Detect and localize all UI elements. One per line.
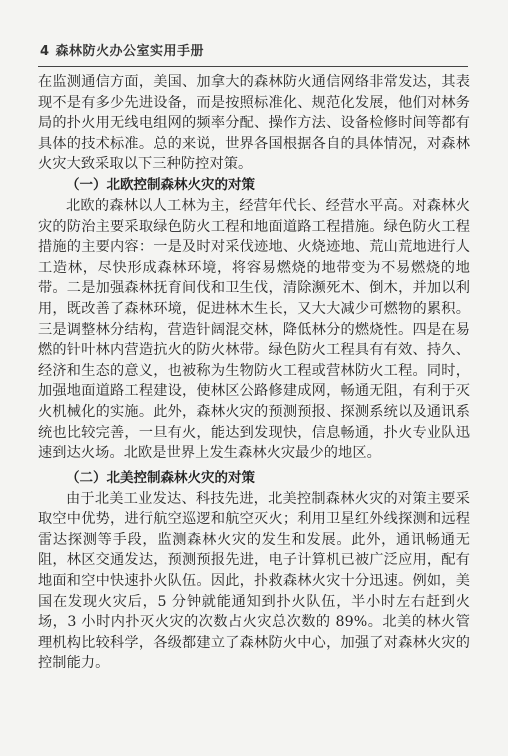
- intro-paragraph: 在监测通信方面，美国、加拿大的森林防火通信网络非常发达，其表现不是有多少先进设备，而是按照标准化、规范化发展，他们对林务局的扑火用无线电组网的频率分配、操作方法、设备检修时间等都有具体的技术标准。总的来说，世界各国根据各自的具体情况，对森林火灾大致采取以下三种防控对策。: [38, 74, 470, 173]
- section-heading-north-america: （二）北美控制森林火灾的对策: [66, 469, 255, 486]
- section-paragraph-northern-europe: 北欧的森林以人工林为主，经营年代长、经营水平高。对森林火灾的防治主要采取绿色防火工程和地面道路工程措施。绿色防火工程措施的主要内容：一是及时对采伐迹地、火烧迹地、荒山荒地进行人工造林，尽快形成森林环境，将容易燃烧的地带变为不易燃烧的地带。二是加强森林抚育间伐和卫生伐，清除濒死木、倒木，并加以利用，既改善了森林环境，促进林木生长，又大大减少可燃物的累积。三是调整林分结构，营造针阔混交林，降低林分的燃烧性。四是在易燃的针叶林内营造抗火的防火林带。绿色防火工程具有有效、持久、经济和生态的意义，也被称为生物防火工程或营林防火工程。同时，加强地面道路工程建设，使林区公路修建成网，畅通无阻，有利于灭火机械化的实施。此外，森林火灾的预测预报、探测系统以及通讯系统也比较完善，一旦有火，能达到发现快，信息畅通，扑火专业队迅速到达火场。北欧是世界上发生森林火灾最少的地区。: [38, 197, 470, 462]
- page-number: 4: [40, 44, 50, 59]
- section-heading-northern-europe: （一）北欧控制森林火灾的对策: [66, 176, 255, 193]
- header-rule: [38, 66, 468, 67]
- page-body: [38, 72, 470, 674]
- running-head: [40, 40, 204, 59]
- section-paragraph-north-america: 由于北美工业发达、科技先进，北美控制森林火灾的对策主要采取空中优势，进行航空巡逻和航空灭火；利用卫星红外线探测和远程雷达探测等手段，监测森林火灾的发生和发展。此外，通讯畅通无阻，林区交通发达，预测预报先进，电子计算机已被广泛应用，配有地面和空中快速扑火队伍。因此，扑救森林火灾十分迅速。例如，美国在发现火灾后，5 分钟就能通知到扑火队伍，半小时左右赶到火场，3 小时内扑灭火灾的次数占火灾总次数的 89%。北美的林火管理机构比较科学，各级都建立了森林防火中心，加强了对森林火灾的控制能力。: [38, 490, 470, 672]
- book-title: 森林防火办公室实用手册: [55, 44, 205, 59]
